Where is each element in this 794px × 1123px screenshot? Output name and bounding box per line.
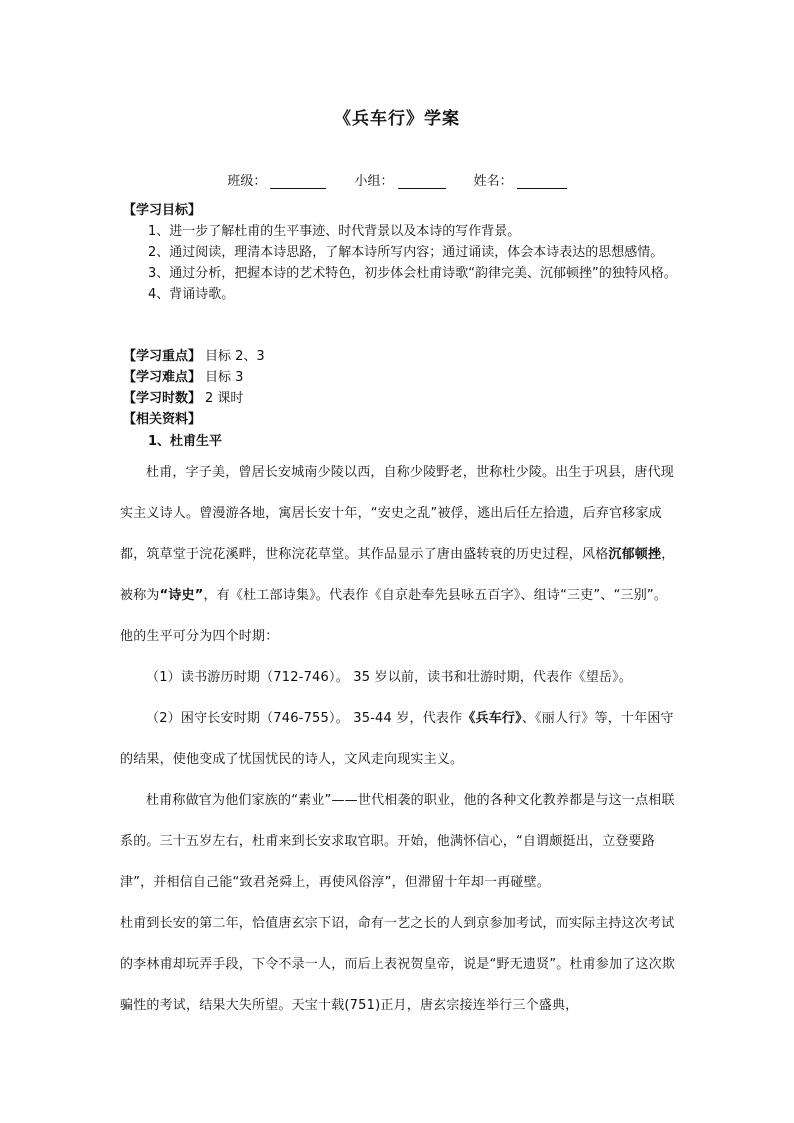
section-subheading: 1、杜甫生平 xyxy=(148,434,223,449)
class-blank[interactable] xyxy=(270,174,326,189)
difficulty-label: 【学习难点】 xyxy=(123,370,202,385)
bold-phrase: “诗史” xyxy=(159,588,204,603)
paragraph-text: （2）困守长安时期（746-755）。 35-44 岁，代表作 xyxy=(146,711,463,726)
paragraph-text: 、《丽人行》等，十年困守的结果，使他变成了忧国忧民的诗人，文风走向现实主义。 xyxy=(120,711,674,767)
paragraph-text: ，被称为 xyxy=(120,547,675,603)
hours-row xyxy=(123,388,243,409)
page-title: 《兵车行》学案 xyxy=(334,109,460,129)
name-field xyxy=(474,170,567,189)
bold-phrase: 《兵车行》 xyxy=(462,711,522,726)
paragraph-career: 杜甫称做官为他们家族的“素业”——世代相袭的职业，他的各种文化教养都是与这一点相联系的。三十五岁左右，杜甫来到长安求取官职。开始，他满怀信心，“自谓颇挺出，立登要路津”，并相信自己能“致君尧舜上，再使风俗淳”，但滞留十年却一再碰壁。 xyxy=(120,793,675,890)
class-label: 班级： xyxy=(227,174,267,189)
goal-item: 4、背诵诗歌。 xyxy=(148,287,235,302)
goals-list xyxy=(148,221,688,305)
goal-item: 2、通过阅读，理清本诗思路，了解本诗所写内容；通过诵读，体会本诗表达的思想感情。 xyxy=(148,245,664,260)
difficulty-row xyxy=(123,367,243,388)
difficulty-value: 目标 3 xyxy=(205,370,244,385)
materials-label: 【相关资料】 xyxy=(123,412,202,427)
group-field xyxy=(354,170,445,189)
paragraph-text: ，有《杜工部诗集》。代表作《自京赴奉先县咏五百字》、组诗“三吏”、“三别”。他的生平可分为四个时期： xyxy=(120,588,668,644)
goals-label: 【学习目标】 xyxy=(123,203,202,218)
group-label: 小组： xyxy=(354,174,394,189)
paragraph-period-1: （1）读书游历时期（712-746）。 35 岁以前，读书和壮游时期，代表作《望岳》。 xyxy=(146,670,632,685)
key-points-row xyxy=(123,346,265,367)
student-info-row xyxy=(0,170,794,189)
class-field xyxy=(227,170,326,189)
paragraph-intro xyxy=(120,452,680,657)
bold-phrase: 沉郁顿挫 xyxy=(608,547,662,562)
key-points-value: 目标 2、3 xyxy=(205,349,265,364)
paragraph-text: 杜甫，字子美，曾居长安城南少陵以西，自称少陵野老，世称杜少陵。出生于巩县，唐代现实主义诗人。曾漫游各地，寓居长安十年，“安史之乱”被俘，逃出后任左拾遗，后弃官移家成都，筑草堂于浣花溪畔，世称浣花草堂。其作品显示了唐由盛转衰的历史过程，风格 xyxy=(120,465,675,562)
hours-value: 2 课时 xyxy=(205,391,244,406)
hours-label: 【学习时数】 xyxy=(123,391,202,406)
paragraph-period-2 xyxy=(120,698,680,780)
materials-row xyxy=(123,409,201,430)
goal-item: 1、进一步了解杜甫的生平事迹、时代背景以及本诗的写作背景。 xyxy=(148,224,521,239)
paragraph-exam: 杜甫到长安的第二年，恰值唐玄宗下诏，命有一艺之长的人到京参加考试，而实际主持这次考试的李林甫却玩弄手段，下令不录一人，而后上表祝贺皇帝，说是“野无遗贤”。杜甫参加了这次欺骗性的考试，结果大失所望。天宝十载(751)正月，唐玄宗接连举行三个盛典， xyxy=(120,916,676,1013)
biography-body xyxy=(120,452,680,1026)
goals-heading xyxy=(123,200,201,221)
group-blank[interactable] xyxy=(398,174,446,189)
name-label: 姓名： xyxy=(473,174,513,189)
key-points-label: 【学习重点】 xyxy=(123,349,202,364)
goal-item: 3、通过分析，把握本诗的艺术特色，初步体会杜甫诗歌“韵律完美、沉郁顿挫”的独特风格。 xyxy=(148,266,677,281)
name-blank[interactable] xyxy=(517,174,567,189)
